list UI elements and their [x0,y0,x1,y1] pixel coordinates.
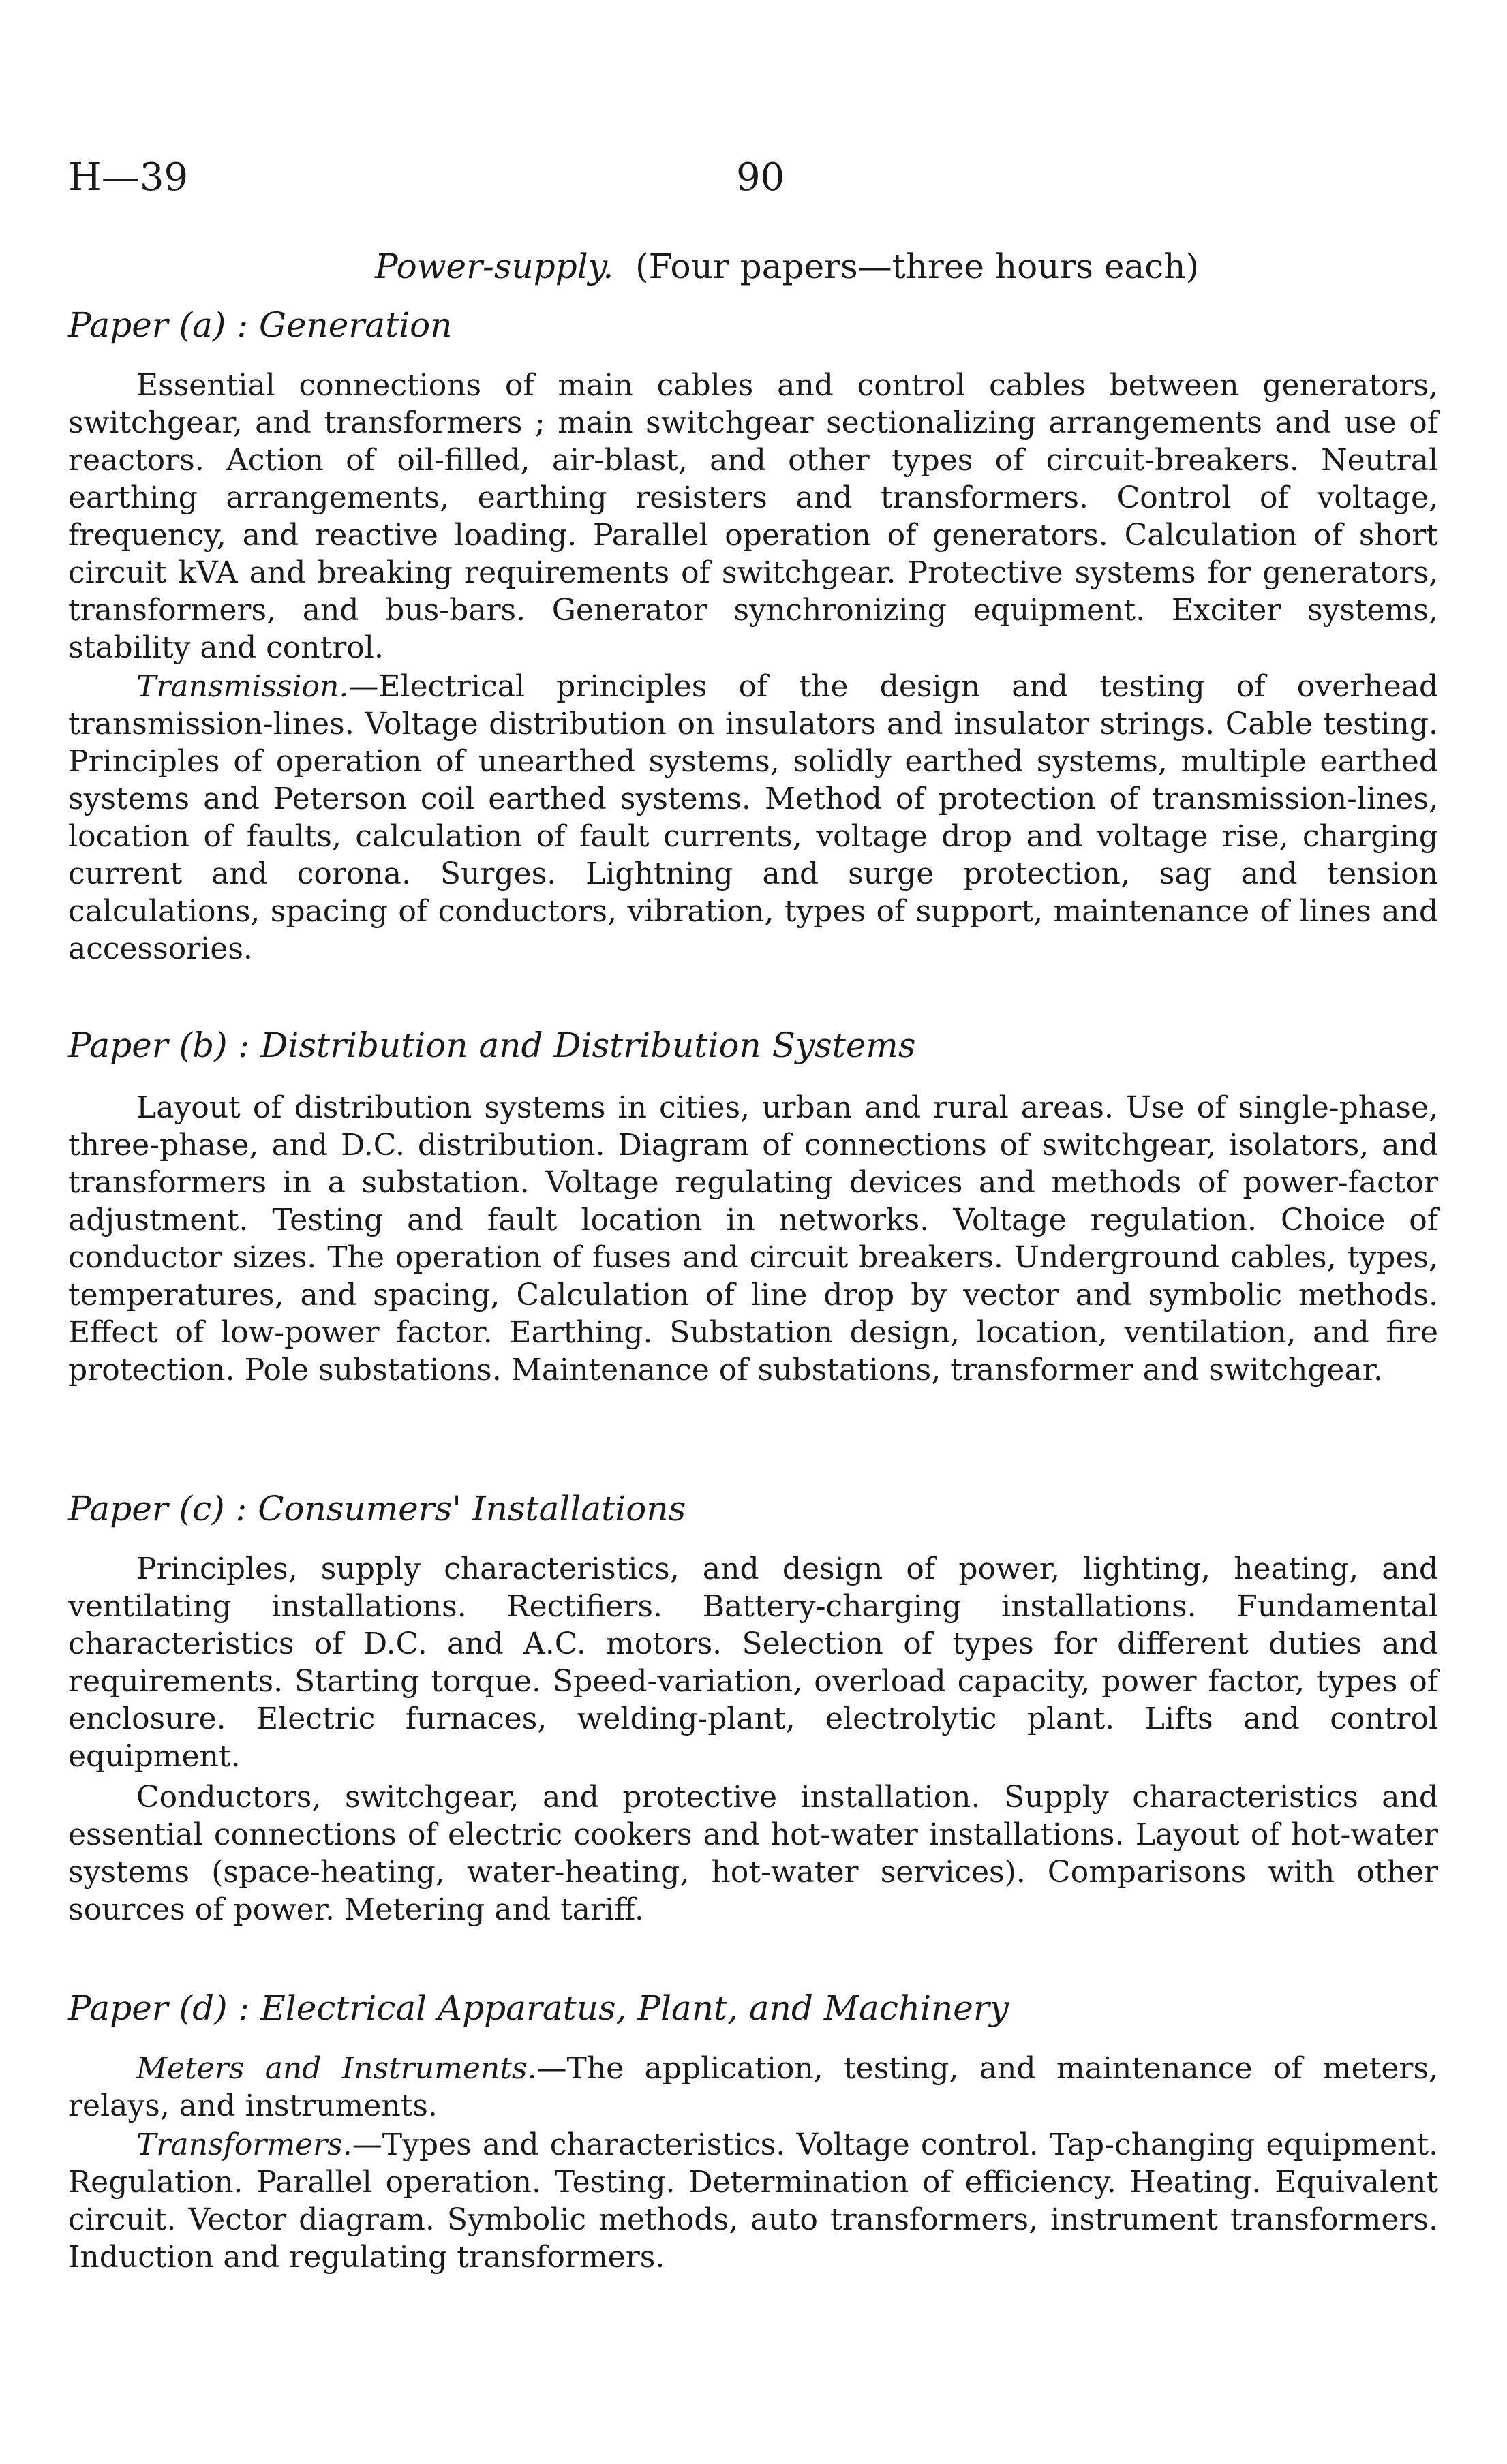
paragraph-lead: Transmission. [136,669,349,704]
page-number: 90 [736,155,785,200]
paragraph-text: Essential connections of main cables and control cables between generators, switchgear, and transformers ; main switchgear sectionalizing arrangements and use of reactors. Action of oil-filled, air-blast, and other types of circuit-breakers. Neutral earthing arrangements, earthing resisters and transformers. Control of voltage, frequency, and reactive loading. Parallel operation of generators. Calculation of short circuit kVA and breaking requirements of switchgear. Protective systems for generators, transformers, and bus-bars. Generator synchronizing equipment. Exciter systems, stability and control. [68,368,1438,665]
subtitle-note: (Four papers—three hours each) [635,247,1199,286]
document-code: H—39 [68,155,189,200]
paper-a-paragraph-1 [68,367,1438,666]
paper-d-paragraph-1 [68,2050,1438,2125]
paragraph-lead: Transformers. [136,2127,352,2162]
paper-c-paragraph-2 [68,1778,1438,1928]
paragraph-text: —The application, testing, and maintenance of meters, relays, and instruments. [68,2051,1439,2123]
paragraph-lead: Meters and Instruments. [136,2051,537,2086]
paper-b-paragraph-1 [68,1089,1438,1389]
paper-a-paragraph-2 [68,668,1438,968]
subtitle-main: Power-supply. [375,247,614,286]
paper-b-heading: Paper (b) : Distribution and Distribution Systems [68,1026,916,1065]
paper-d-paragraph-2 [68,2126,1438,2276]
paper-a-heading: Paper (a) : Generation [68,305,453,345]
paragraph-text: Principles, supply characteristics, and design of power, lighting, heating, and ventilating installations. Rectifiers. Battery-charging installations. Fundamental characteristics of D.C. and A.C. motors. Selection of types for different duties and requirements. Starting torque. Speed-variation, overload capacity, power factor, types of enclosure. Electric furnaces, welding-plant, electrolytic plant. Lifts and control equipment. [68,1552,1438,1774]
paper-c-heading: Paper (c) : Consumers' Installations [68,1489,686,1528]
paper-c-paragraph-1 [68,1550,1438,1775]
paragraph-text: —Types and characteristics. Voltage control. Tap-changing equipment. Regulation. Parallel operation. Testing. Determination of efficiency. Heating. Equivalent circuit. Vector diagram. Symbolic methods, auto transformers, instrument transformers. Induction and regulating transformers. [68,2127,1438,2275]
paper-d-heading: Paper (d) : Electrical Apparatus, Plant, and Machinery [68,1988,1009,2028]
paragraph-text: Layout of distribution systems in cities, urban and rural areas. Use of single-phase, three-phase, and D.C. distribution. Diagram of connections of switchgear, isolators, and transformers in a substation. Voltage regulating devices and methods of power-factor adjustment. Testing and fault location in networks. Voltage regulation. Choice of conductor sizes. The operation of fuses and circuit breakers. Underground cables, types, temperatures, and spacing, Calculation of line drop by vector and symbolic methods. Effect of low-power factor. Earthing. Substation design, location, ventilation, and fire protection. Pole substations. Maintenance of substations, transformer and switchgear. [68,1090,1438,1387]
paragraph-text: —Electrical principles of the design and testing of overhead transmission-lines. Voltage distribution on insulators and insulator strings. Cable testing. Principles of operation of unearthed systems, solidly earthed systems, multiple earthed systems and Peterson coil earthed systems. Method of protection of transmission-lines, location of faults, calculation of fault currents, voltage drop and voltage rise, charging current and corona. Surges. Lightning and surge protection, sag and tension calculations, spacing of conductors, vibration, types of support, maintenance of lines and accessories. [68,669,1438,966]
section-subtitle [375,247,1199,286]
paragraph-text: Conductors, switchgear, and protective installation. Supply characteristics and essential connections of electric cookers and hot-water installations. Layout of hot-water systems (space-heating, water-heating, hot-water services). Comparisons with other sources of power. Metering and tariff. [68,1780,1438,1927]
